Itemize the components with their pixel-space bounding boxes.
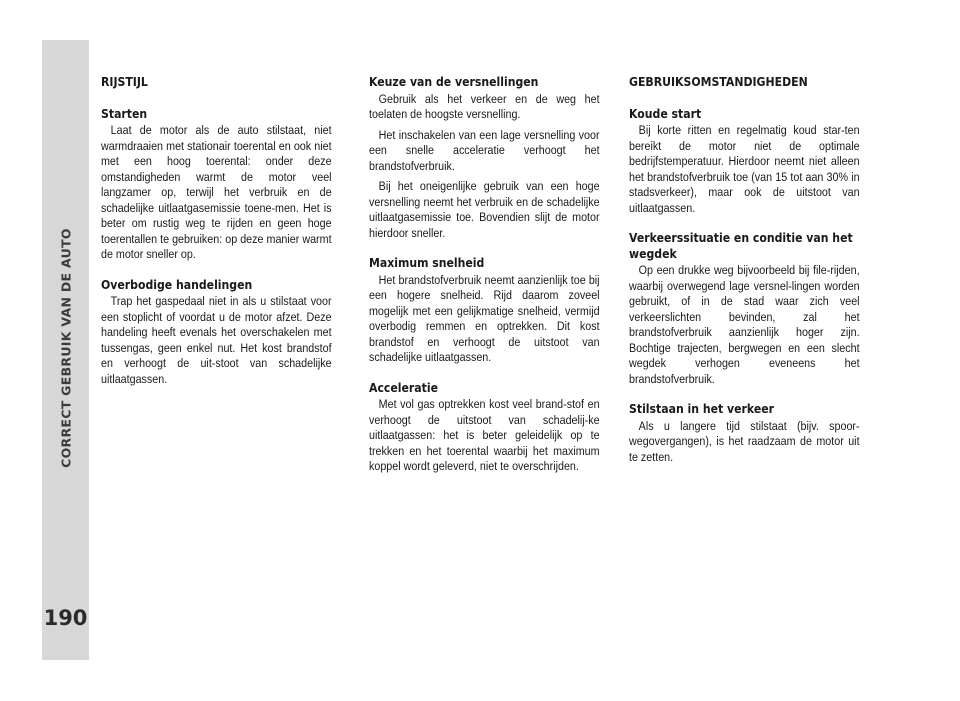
paragraph-stilstaan: Als u langere tijd stilstaat (bijv. spoor-wegovergangen), is het raadzaam de motor uit te zetten. xyxy=(629,418,860,464)
chapter-title: CORRECT GEBRUIK VAN DE AUTO xyxy=(58,228,73,468)
paragraph-starten: Laat de motor als de auto stilstaat, niet warmdraaien met stationair toerental en ook niet met een hoog toerental: onder deze omstandigheden warmt de motor veel langzamer op, terwijl het verbruik en de schadelijke uitlaatgasemissie toene-men. Het is beter om rustig weg te rijden en geen hoge toerentallen te gebruiken: op deze manier warmt de motor sneller op. xyxy=(101,123,332,261)
subheading-koude-start: Koude start xyxy=(629,105,702,121)
text-column-2 xyxy=(369,74,600,475)
section-heading-rijstijl: RIJSTIJL xyxy=(101,74,148,89)
paragraph-koude-start: Bij korte ritten en regelmatig koud star-ten bereikt de motor niet de optimale bedrijfstemperatuur. Hierdoor neemt niet alleen het brandstofverbruik toe (van 15 tot aan 30% in stadsverkeer), maar ook de uitstoot van uitlaatgassen. xyxy=(629,123,860,215)
paragraph-keuze-2: Het inschakelen van een lage versnelling voor een snelle acceleratie verhoogt het brandstofverbruik. xyxy=(369,127,600,173)
paragraph-maximum-snelheid: Het brandstofverbruik neemt aanzienlijk toe bij een hogere snelheid. Rijd daarom zoveel mogelijk met een gelijkmatige snelheid, vermijd overbodig remmen en optrekken. Dit kost brandstof en verhoogt de uitstoot van schadelijke uitlaatgassen. xyxy=(369,272,600,364)
subheading-maximum-snelheid: Maximum snelheid xyxy=(369,255,485,270)
subheading-starten: Starten xyxy=(101,105,148,121)
subheading-verkeerssituatie: Verkeerssituatie en conditie van het wegdek xyxy=(629,230,853,261)
chapter-sidebar xyxy=(42,40,89,660)
subheading-stilstaan: Stilstaan in het verkeer xyxy=(629,401,774,416)
section-heading-gebruiksomstandigheden: GEBRUIKSOMSTANDIGHEDEN xyxy=(629,74,808,89)
page-number: 190 xyxy=(43,606,88,630)
text-column-1 xyxy=(101,74,332,387)
paragraph-verkeerssituatie: Op een drukke weg bijvoorbeeld bij file-rijden, waarbij overwegend lage versnel-lingen worden gebruikt, of in de stad waar zich veel verkeerslichten bevinden, zal het brandstofverbruik aanzienlijk hoger zijn. Bochtige trajecten, bergwegen en een slecht wegdek verhogen eveneens het brandstofverbruik. xyxy=(629,263,860,386)
paragraph-overbodige-handelingen: Trap het gaspedaal niet in als u stilstaat voor een stoplicht of voordat u de motor afzet. Deze handeling heeft evenals het overschakelen met tussengas, geen enkel nut. Het kost brandstof en verhoogt de uit-stoot van schadelijke uitlaatgassen. xyxy=(101,294,332,386)
paragraph-acceleratie: Met vol gas optrekken kost veel brand-stof en verhoogt de uitstoot van schadelij-ke uitlaatgassen: het is beter geleidelijk op te trekken en het toerental waarbij het maximum koppel wordt geleverd, niet te overschrijden. xyxy=(369,397,600,473)
subheading-keuze-versnellingen: Keuze van de versnellingen xyxy=(369,74,539,89)
subheading-acceleratie: Acceleratie xyxy=(369,379,438,395)
paragraph-keuze-1: Gebruik als het verkeer en de weg het toelaten de hoogste versnelling. xyxy=(369,91,600,121)
text-column-3 xyxy=(629,74,860,465)
subheading-overbodige-handelingen: Overbodige handelingen xyxy=(101,276,253,292)
paragraph-keuze-3: Bij het oneigenlijke gebruik van een hoge versnelling neemt het verbruik en de schadelijke uitlaatgasemissie toe. Bovendien slijt de motor hierdoor sneller. xyxy=(369,179,600,240)
